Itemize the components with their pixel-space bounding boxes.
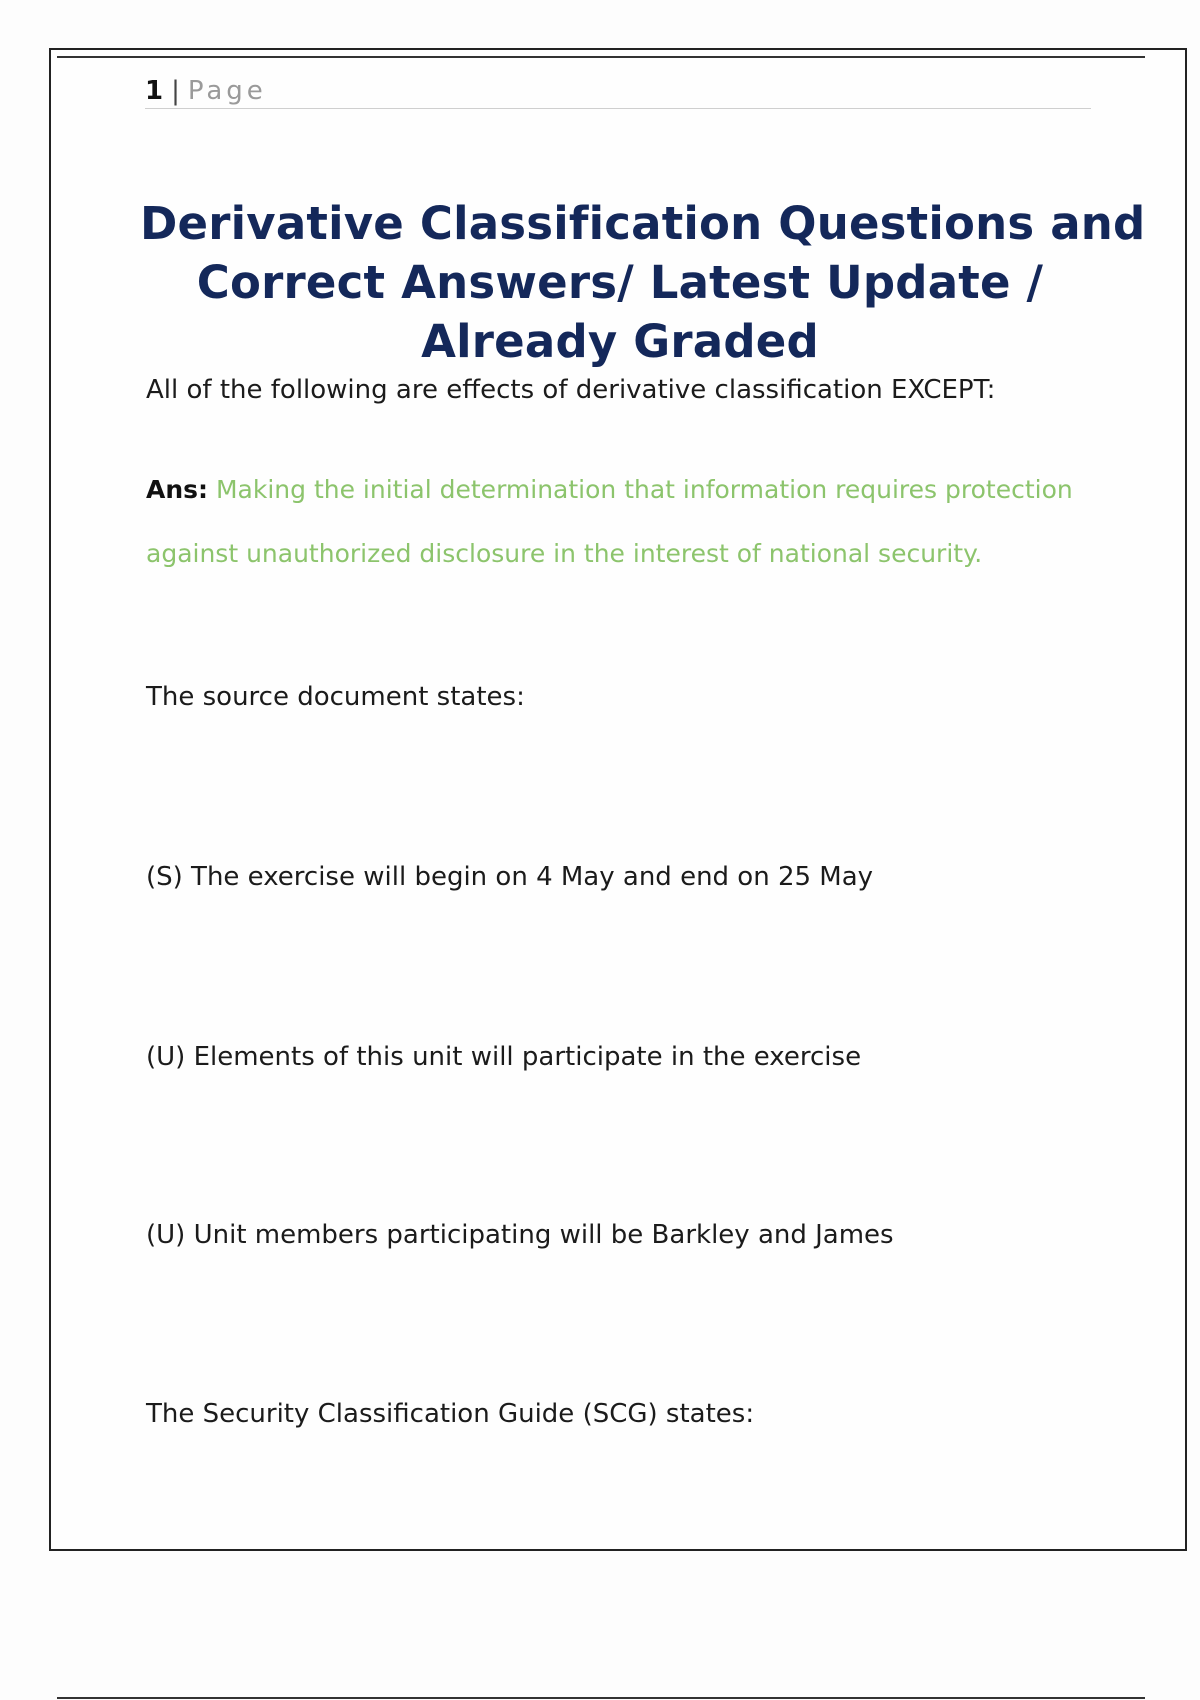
top-rule xyxy=(57,56,1145,58)
bottom-rule xyxy=(57,1697,1145,1699)
question-text: All of the following are effects of derivative classification EXCEPT: xyxy=(146,375,996,405)
answer-label: Ans: xyxy=(146,475,209,504)
scg-intro: The Security Classification Guide (SCG) states: xyxy=(146,1399,755,1429)
page-label: Page xyxy=(187,76,267,106)
answer-block xyxy=(146,458,1086,586)
source-item: (S) The exercise will begin on 4 May and end on 25 May xyxy=(146,862,874,892)
title-line: Derivative Classification Questions and xyxy=(140,197,1146,250)
document-title xyxy=(140,194,1146,371)
answer-line: against unauthorized disclosure in the interest of national security. xyxy=(146,539,983,568)
page-header xyxy=(145,74,1091,109)
source-item: (U) Elements of this unit will participate in the exercise xyxy=(146,1042,862,1072)
title-line: Already Graded xyxy=(421,315,819,368)
source-document-intro: The source document states: xyxy=(146,682,525,712)
header-separator: | xyxy=(171,76,180,106)
answer-text: Making the initial determination that information requires protection xyxy=(215,475,1073,504)
page-number: 1 xyxy=(145,76,164,106)
title-line: Correct Answers/ Latest Update / xyxy=(196,256,1044,309)
answer-line xyxy=(146,458,1086,522)
source-item: (U) Unit members participating will be Barkley and James xyxy=(146,1220,894,1250)
